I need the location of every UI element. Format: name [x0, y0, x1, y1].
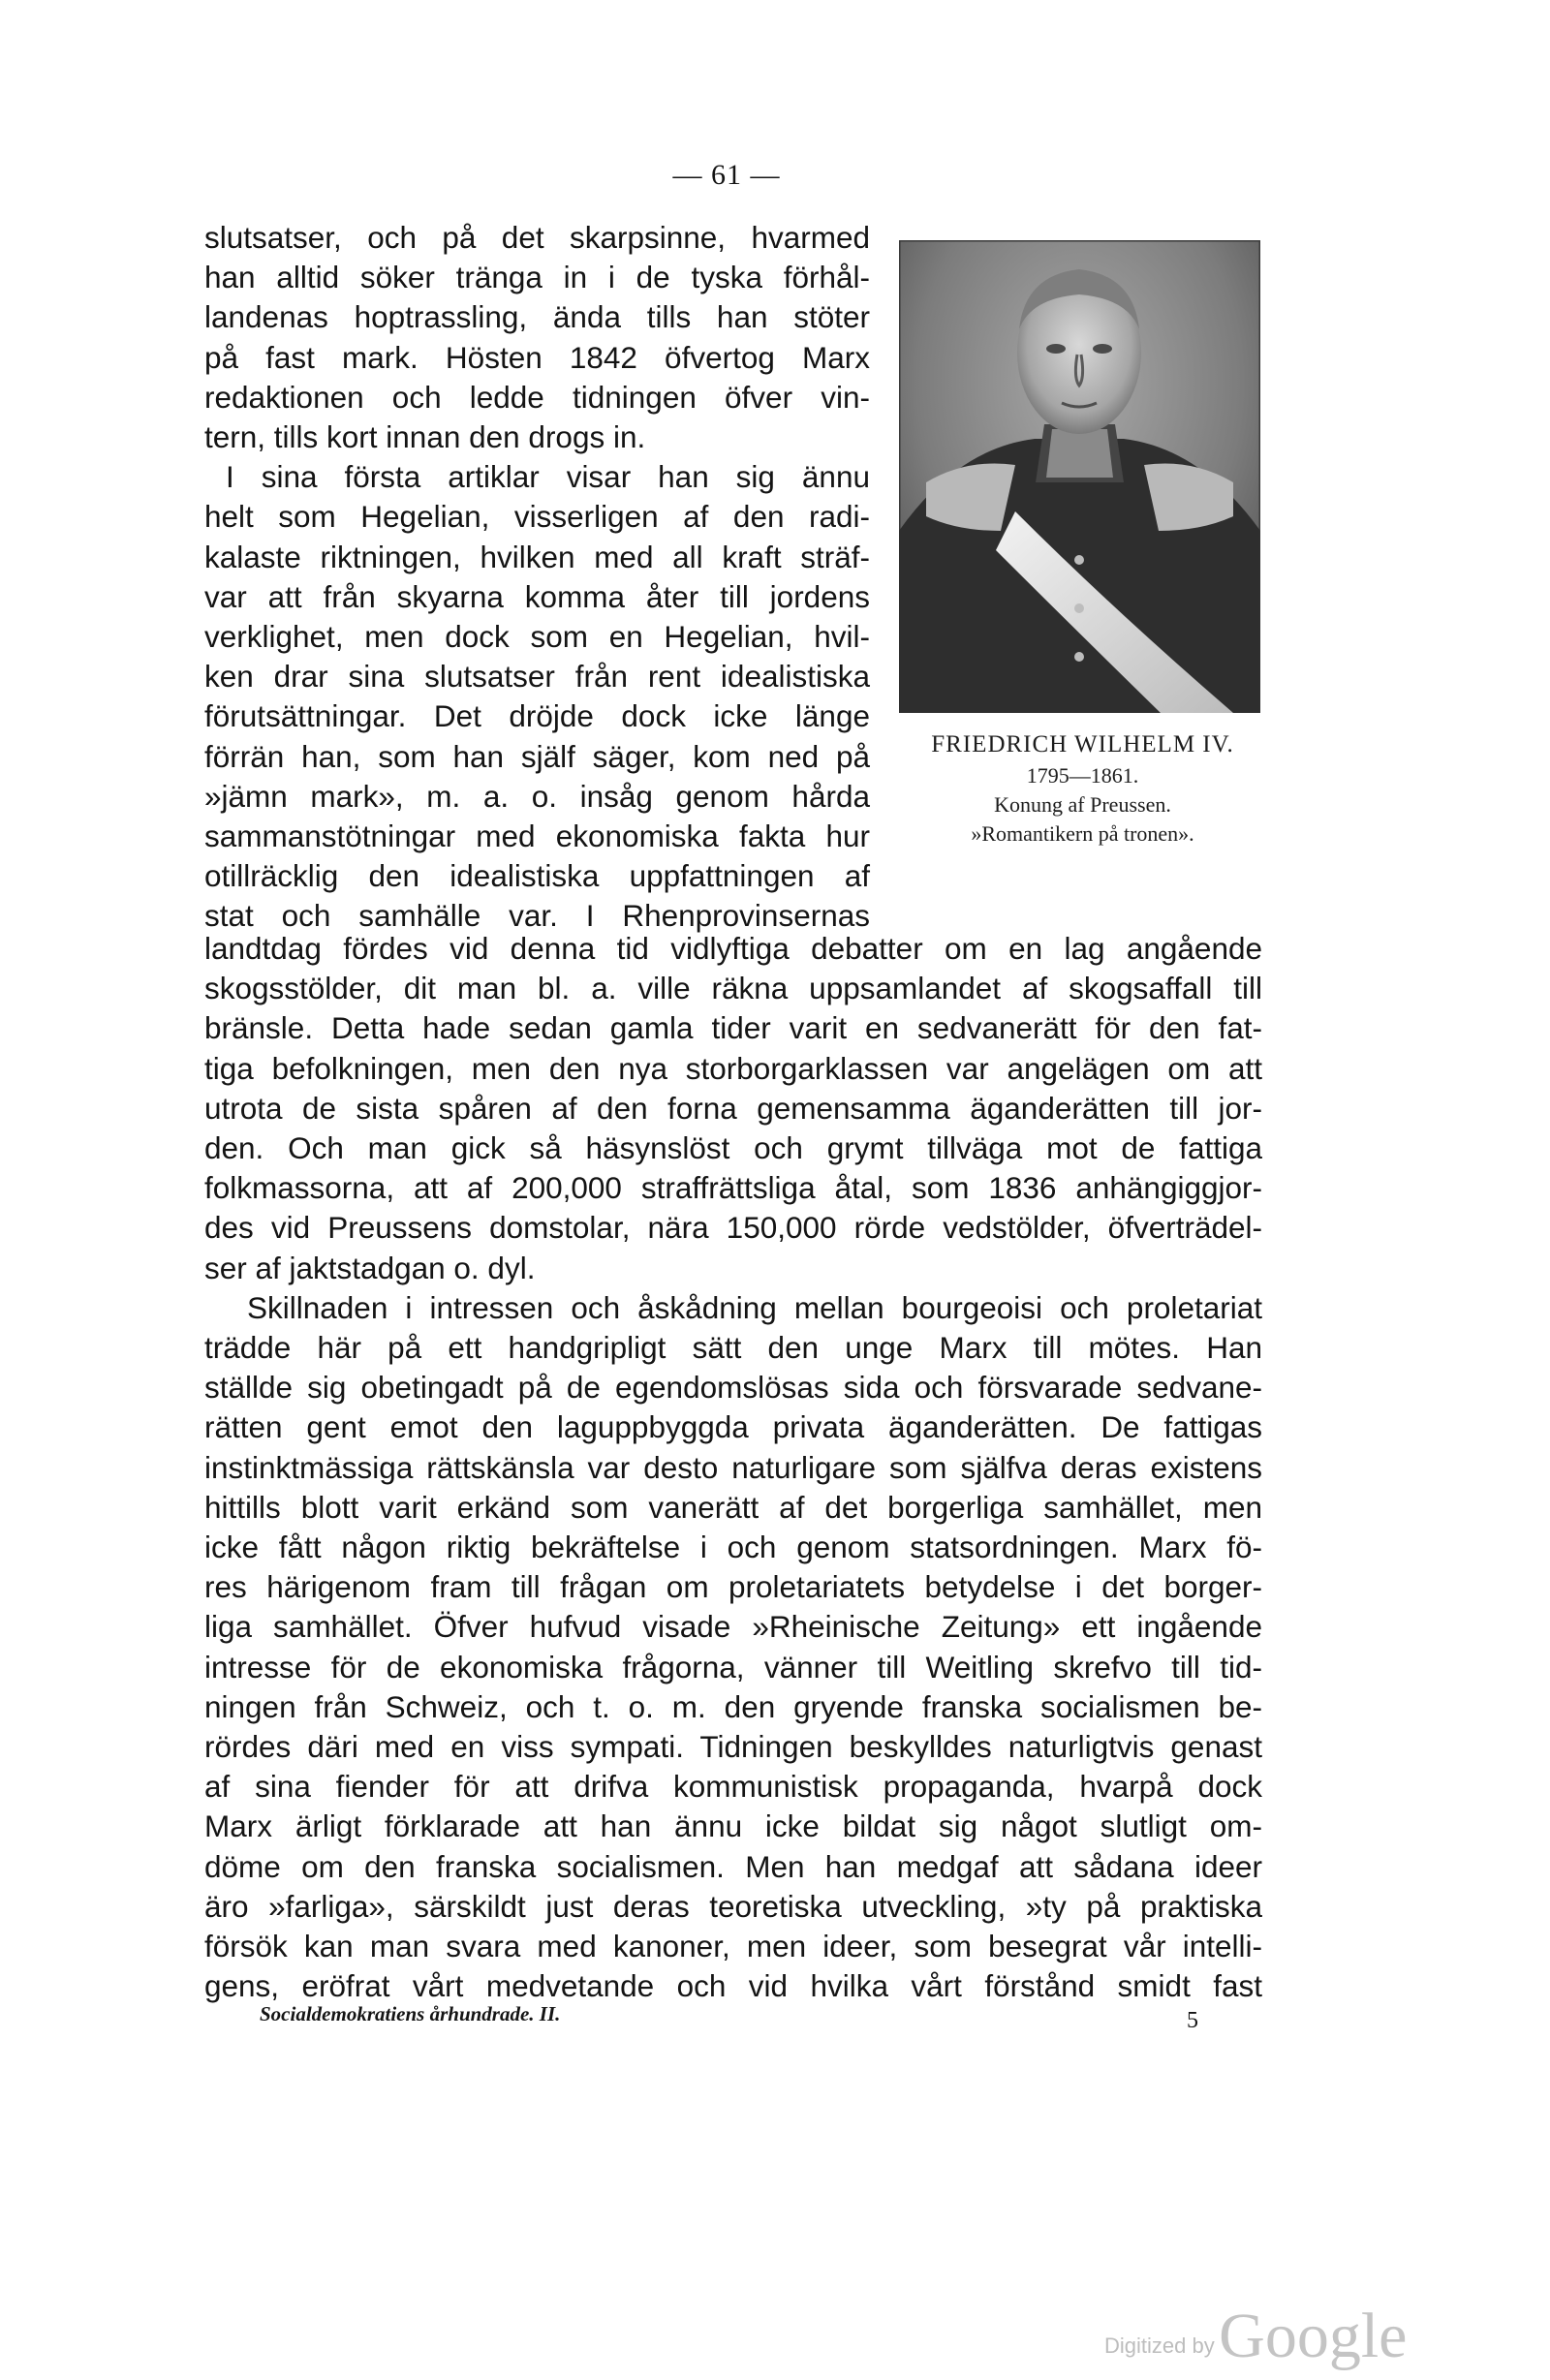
footer-book-title: Socialdemokratiens århundrade. II. [260, 2002, 561, 2025]
text-line: ställde sig obetingadt på de egendomslösas sida och försvarade sedvane- [204, 1370, 1262, 1406]
portrait-image [899, 240, 1260, 713]
watermark-prefix: Digitized by [1104, 2334, 1215, 2358]
footer-signature-mark: 5 [1187, 2008, 1198, 2033]
text-line: I sina första artiklar visar han sig ännu [226, 459, 870, 495]
narrow-text-column [204, 218, 870, 937]
text-line: Skillnaden i intressen och åskådning mellan bourgeoisi och proletariat [247, 1289, 1262, 1325]
caption-years: 1795—1861. [1026, 763, 1139, 788]
portrait-caption [891, 728, 1274, 849]
caption-name: FRIEDRICH WILHELM IV. [931, 731, 1234, 757]
text-line: rördes däri med en viss sympati. Tidningen beskylldes naturligtvis genast [204, 1729, 1262, 1765]
wide-text-column [204, 929, 1262, 2006]
text-line: tern, tills kort innan den drogs in. [204, 419, 646, 455]
text-line: des vid Preussens domstolar, nära 150,000 rörde vedstölder, öfverträdel- [204, 1210, 1262, 1246]
text-line: kalaste riktningen, hvilken med all kraft sträf- [204, 539, 870, 574]
text-line: trädde här på ett handgripligt sätt den unge Marx till mötes. Han [204, 1330, 1262, 1366]
text-line: otillräcklig den idealistiska uppfattningen af [204, 858, 870, 894]
text-line: skogsstölder, dit man bl. a. ville räkna uppsamlandet af skogsaffall till [204, 971, 1262, 1006]
text-line: gens, eröfrat vårt medvetande och vid hvilka vårt förstånd smidt fast [204, 1968, 1262, 2004]
text-line: verklighet, men dock som en Hegelian, hvil- [204, 619, 870, 655]
text-line: hittills blott varit erkänd som vanerätt af det borgerliga samhället, men [204, 1489, 1262, 1525]
text-line: ningen från Schweiz, och t. o. m. den gryende franska socialismen be- [204, 1688, 1262, 1724]
digitized-watermark [1104, 2300, 1407, 2373]
text-line: rätten gent emot den laguppbyggda privata äganderätten. De fattigas [204, 1409, 1262, 1445]
text-line: utrota de sista spåren af den forna gemensamma äganderätten till jor- [204, 1090, 1262, 1126]
text-line: var att från skyarna komma åter till jordens [204, 578, 870, 614]
text-line: bränsle. Detta hade sedan gamla tider varit en sedvanerätt för den fat- [204, 1010, 1262, 1046]
text-line: icke fått någon riktig bekräftelse i och genom statsordningen. Marx fö- [204, 1530, 1262, 1565]
text-line: Marx ärligt förklarade att han ännu icke bildat sig något slutligt om- [204, 1808, 1262, 1844]
text-line: äro »farliga», särskildt just deras teoretiska utveckling, »ty på praktiska [204, 1888, 1262, 1924]
text-line: försök kan man svara med kanoner, men ideer, som besegrat vår intelli- [204, 1929, 1262, 1964]
text-line: förutsättningar. Det dröjde dock icke länge [204, 698, 870, 734]
text-line: på fast mark. Hösten 1842 öfvertog Marx [204, 339, 870, 375]
caption-nickname: »Romantikern på tronen». [971, 821, 1194, 846]
text-line: han alltid söker tränga in i de tyska förhål- [204, 260, 870, 295]
text-line: stat och samhälle var. I Rhenprovinsernas [204, 898, 870, 934]
text-line: helt som Hegelian, visserligen af den radi- [204, 499, 870, 535]
text-line: döme om den franska socialismen. Men han medgaf att sådana ideer [204, 1848, 1262, 1884]
caption-role: Konung af Preussen. [994, 792, 1171, 817]
text-line: folkmassorna, att af 200,000 straffrättsliga åtal, som 1836 anhängiggjor- [204, 1170, 1262, 1206]
text-line: intresse för de ekonomiska frågorna, vänner till Weitling skrefvo till tid- [204, 1649, 1262, 1685]
text-line: redaktionen och ledde tidningen öfver vin- [204, 379, 870, 415]
text-line: ken drar sina slutsatser från rent idealistiska [204, 659, 870, 695]
text-line: liga samhället. Öfver hufvud visade »Rheinische Zeitung» ett ingående [204, 1609, 1262, 1645]
text-line: den. Och man gick så häsynslöst och grymt tillväga mot de fattiga [204, 1130, 1262, 1166]
text-line: sammanstötningar med ekonomiska fakta hur [204, 819, 870, 854]
text-line: af sina fiender för att drifva kommunistisk propaganda, hvarpå dock [204, 1769, 1262, 1805]
text-line: res härigenom fram till frågan om proletariatets betydelse i det borger- [204, 1569, 1262, 1605]
watermark-logo: Google [1219, 2301, 1408, 2371]
page-number: — 61 — [672, 159, 781, 191]
text-line: »jämn mark», m. a. o. insåg genom hårda [204, 778, 870, 814]
text-line: tiga befolkningen, men den nya storborgarklassen var angelägen om att [204, 1050, 1262, 1086]
text-line: slutsatser, och på det skarpsinne, hvarmed [204, 220, 870, 255]
text-line: instinktmässiga rättskänsla var desto naturligare som själfva deras existens [204, 1449, 1262, 1485]
portrait-engraving [899, 240, 1260, 713]
text-line: landenas hoptrassling, ända tills han stöter [204, 299, 870, 335]
text-line: ser af jaktstadgan o. dyl. [204, 1250, 536, 1285]
text-line: landtdag fördes vid denna tid vidlyftiga debatter om en lag angående [204, 931, 1262, 966]
text-line: förrän han, som han själf säger, kom ned på [204, 738, 870, 774]
